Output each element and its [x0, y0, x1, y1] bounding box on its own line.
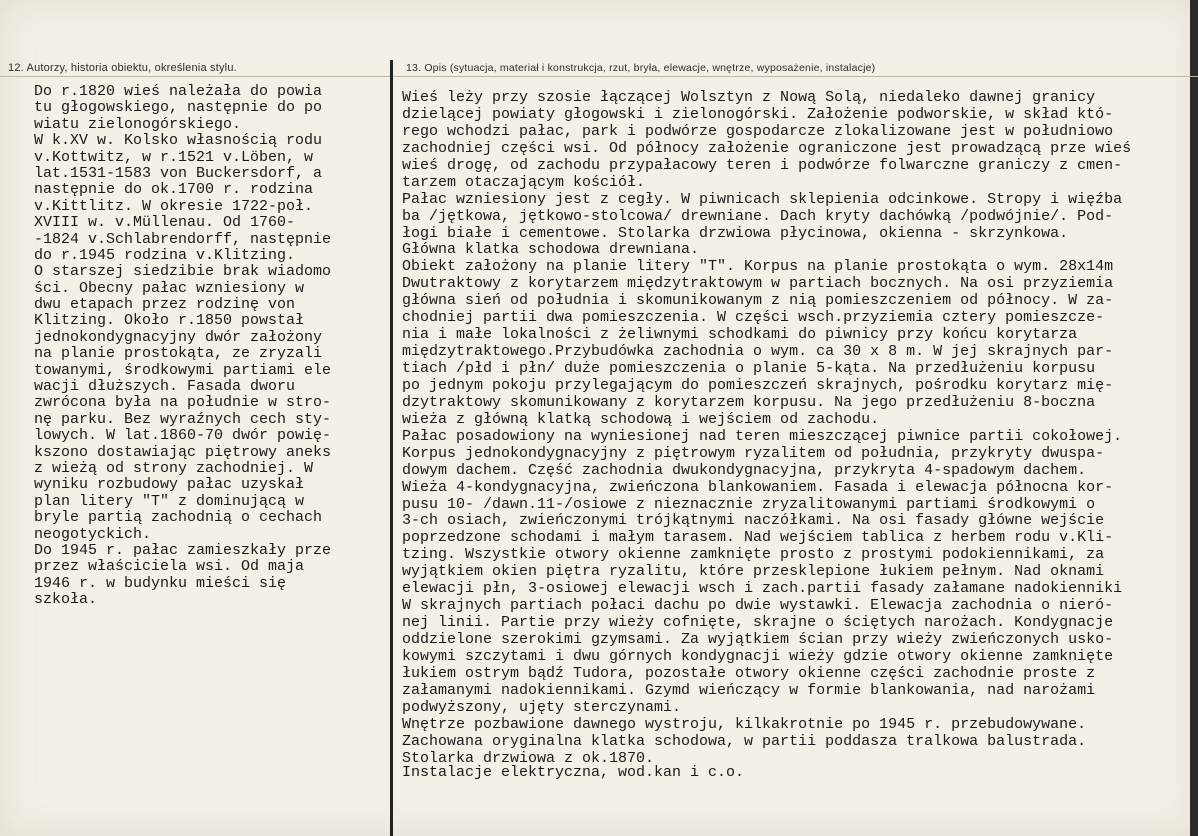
text-line: bryle partią zachodnią o cechach — [34, 509, 323, 527]
text-line: tu głogowskiego, następnie do po — [34, 99, 323, 117]
text-line: dwu etapach przez rodzinę von — [34, 296, 296, 314]
text-line: Główna klatka schodowa drewniana. — [402, 241, 700, 259]
text-line: O starszej siedzibie brak wiadomo — [34, 263, 332, 281]
text-line: międzytraktowego.Przybudówka zachodnia o wym. ca 30 x 8 m. W jej skrajnych par- — [402, 343, 1114, 361]
text-line: tarzem otaczającym kościół. — [402, 173, 646, 191]
text-line: Dwutraktowy z korytarzem międzytraktowym w partiach bocznych. Na osi przyziemia — [402, 275, 1114, 293]
text-line: W k.XV w. Kolsko własnością rodu — [34, 132, 323, 150]
text-line: Pałac wzniesiony jest z cegły. W piwnicach sklepienia odcinkowe. Stropy i więźba — [402, 190, 1123, 208]
text-line: neogotyckich. — [34, 525, 152, 543]
text-line: kszono dostawiając piętrowy aneks — [34, 443, 332, 461]
installations-line: Instalacje elektryczna, wod.kan i c.o. — [402, 764, 745, 781]
text-line: towanymi, środkowymi partiami ele — [34, 361, 332, 379]
text-line: jednokondygnacyjny dwór założony — [34, 328, 323, 346]
text-line: XVIII w. v.Müllenau. Od 1760- — [34, 214, 296, 232]
text-line: ba /jętkowa, jętkowo-stolcowa/ drewniane. Dach kryty dachówką /podwójnie/. Pod- — [402, 207, 1114, 225]
text-line: nia i małe lokalności z żeliwnymi schodkami do piwnicy przy końcu korytarza — [402, 326, 1078, 344]
text-line: rego wchodzi pałac, park i podwórze gospodarcze zlokalizowane jest w południowo — [402, 122, 1114, 140]
text-line: wiatu zielonogórskiego. — [34, 115, 242, 133]
text-line: Obiekt założony na planie litery "T". Korpus na planie prostokąta o wym. 28x14m — [402, 258, 1114, 276]
text-line: Korpus jednokondygnacyjny z piętrowym ryzalitem od południa, przykryty dwuspa- — [402, 444, 1105, 462]
description-column — [402, 90, 1192, 768]
text-line: dowym dachem. Część zachodnia dwukondygnacyjna, przykryta 4-spadowym dachem. — [402, 461, 1087, 479]
text-line: pusu 10- /dawn.11-/osiowe z nieznacznie zryzalitowanymi partiami środkowymi o — [402, 495, 1096, 513]
text-line: kowymi szczytami i dwu górnych kondygnacji wieży gdzie otwory okienne zamknięte — [402, 647, 1114, 665]
text-line: następnie do ok.1700 r. rodzina — [34, 181, 314, 199]
text-line: Klitzing. Około r.1850 powstał — [34, 312, 305, 330]
text-line: Do r.1820 wieś należała do powia — [34, 83, 323, 100]
text-line: chodniej partii dwa pomieszczenia. W części wsch.przyziemia cztery pomieszcze- — [402, 309, 1105, 327]
section-12-heading: 12. Autorzy, historia obiektu, określenia stylu. — [8, 62, 237, 74]
text-line: Wieża 4-kondygnacyjna, zwieńczona blankowaniem. Fasada i elewacja północna kor- — [402, 478, 1114, 496]
text-line: v.Kottwitz, w r.1521 v.Löben, w — [34, 148, 314, 166]
text-line: szkoła. — [34, 591, 98, 609]
text-line: do r.1945 rodzina v.Klitzing. — [34, 246, 296, 264]
text-line: wieża z główną klatką schodową i wejściem od zachodu. — [402, 410, 880, 428]
column-divider — [390, 60, 393, 836]
text-line: Wnętrze pozbawione dawnego wystroju, kilkakrotnie po 1945 r. przebudowywane. — [402, 715, 1087, 733]
text-line: oddzielone szerokimi gzymsami. Za wyjątkiem ścian przy wieży zwieńczonych usko- — [402, 631, 1114, 648]
text-line: Do 1945 r. pałac zamieszkały prze — [34, 541, 332, 559]
text-line: wyjątkiem okien piętra ryzalitu, które przesklepione łukiem pełnym. Nad oknami — [402, 563, 1105, 581]
text-line: v.Kittlitz. W okresie 1722-poł. — [34, 197, 314, 215]
text-line: poprzedzone schodami i małym tarasem. Nad wejściem tablica z herbem rodu v.Kli- — [402, 529, 1114, 547]
header-rule — [0, 76, 1198, 77]
text-line: łogi białe i cementowe. Stolarka drzwiowa płycinowa, okienna - skrzynkowa. — [402, 224, 1069, 242]
text-line: wacji dłuższych. Fasada dworu — [34, 378, 296, 396]
text-line: nej linii. Partie przy wieży cofnięte, skrajne o ściętych narożach. Kondygnacje — [402, 614, 1114, 632]
text-line: 1946 r. w budynku mieści się — [34, 574, 287, 592]
text-line: przez właściciela wsi. Od maja — [34, 558, 305, 576]
text-line: łukiem ostrym bądź Tudora, pozostałe otwory okienne części zachodnie proste z — [402, 664, 1096, 682]
text-line: główna sień od południa i skomunikowanym z nią pomieszczeniem od północy. W za- — [402, 292, 1114, 310]
text-line: nę parku. Bez wyraźnych cech sty- — [34, 410, 332, 428]
history-column — [34, 84, 374, 609]
text-line: zachodniej części wsi. Od północy założenie ograniczone jest prowadzącą prze wieś — [402, 139, 1132, 157]
text-line: podwyższony, ujęty sterczynami. — [402, 698, 682, 716]
text-line: Zachowana oryginalna klatka schodowa, w partii poddasza tralkowa balustrada. — [402, 732, 1087, 750]
text-line: załamanymi nadokiennikami. Gzymd wieńczący w formie blankowania, nad narożami — [402, 681, 1096, 699]
text-line: Wieś leży przy szosie łączącej Wolsztyn z Nową Solą, niedaleko dawnej granicy — [402, 89, 1096, 106]
text-line: po jednym pokoju przylegającym do pomieszczeń skrajnych, pośrodku korytarz mię- — [402, 376, 1114, 394]
text-line: -1824 v.Schlabrendorff, następnie — [34, 230, 332, 248]
text-line: na planie prostokąta, ze zryzali — [34, 345, 323, 363]
text-line: z wieżą od strony zachodniej. W — [34, 459, 314, 477]
text-line: W skrajnych partiach połaci dachu po dwie wystawki. Elewacja zachodnia o nieró- — [402, 597, 1114, 615]
text-line: plan litery "T" z dominującą w — [34, 492, 305, 510]
text-line: elewacji płn, 3-osiowej elewacji wsch i zach.partii fasady załamane nadokienniki — [402, 580, 1123, 598]
text-line: dzielącej powiaty głogowski i zielonogórski. Założenie podworskie, w skład któ- — [402, 105, 1114, 123]
text-line: wieś drogę, od zachodu przypałacowy teren i podwórze folwarczne graniczy z cmen- — [402, 156, 1123, 174]
text-line: lowych. W lat.1860-70 dwór powię- — [34, 427, 332, 445]
text-line: Stolarka drzwiowa z ok.1870. — [402, 749, 655, 767]
section-13-heading: 13. Opis (sytuacja, materiał i konstrukcja, rzut, bryła, elewacje, wnętrze, wyposażenie, instalacje) — [406, 62, 876, 74]
text-line: tzing. Wszystkie otwory okienne zamknięte prosto z prostymi podokiennikami, za — [402, 546, 1105, 564]
text-line: lat.1531-1583 von Buckersdorf, a — [34, 164, 323, 182]
text-line: 3-ch osiach, zwieńczonymi trójkątnymi naczółkami. Na osi fasady główne wejście — [402, 512, 1105, 530]
text-line: wyniku rozbudowy pałac uzyskał — [34, 476, 305, 494]
text-line: Pałac posadowiony na wyniesionej nad teren mieszczącej piwnice partii cokołowej. — [402, 427, 1123, 445]
text-line: zwrócona była na południe w stro- — [34, 394, 332, 412]
text-line: tiach /płd i płn/ duże pomieszczenia o planie 5-kąta. Na przedłużeniu korpusu — [402, 360, 1096, 377]
text-line: ści. Obecny pałac wzniesiony w — [34, 279, 305, 297]
text-line: dzytraktowy skomunikowany z korytarzem korpusu. Na jego przedłużeniu 8-boczna — [402, 393, 1096, 411]
